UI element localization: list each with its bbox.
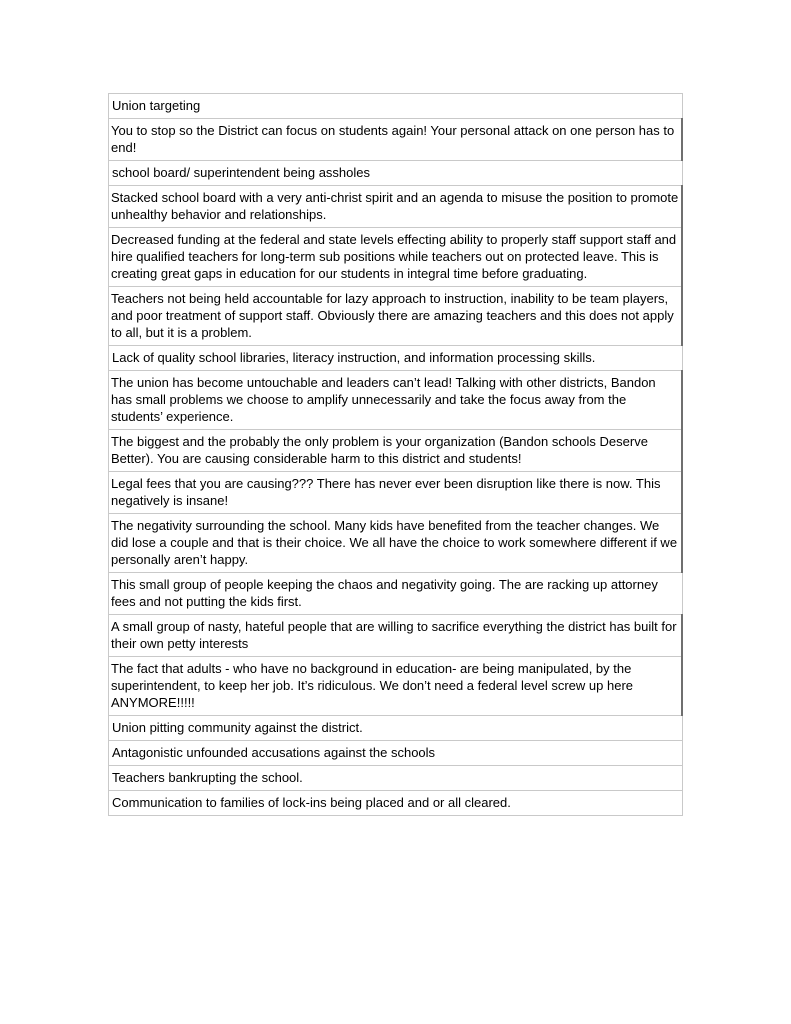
- response-cell: Legal fees that you are causing??? There has never ever been disruption like there is now. This negatively is insane!: [109, 472, 683, 514]
- response-cell: Union pitting community against the district.: [109, 716, 683, 741]
- response-cell: The union has become untouchable and leaders can’t lead! Talking with other districts, Bandon has small problems we choose to amplify unnecessarily and take the focus away from the students’ experience.: [109, 371, 683, 430]
- table-row: [109, 287, 683, 346]
- table-row: [109, 514, 683, 573]
- table-row: [109, 119, 683, 161]
- response-cell: The fact that adults - who have no background in education- are being manipulated, by the superintendent, to keep her job. It’s ridiculous. We don’t need a federal level screw up here ANYMORE!!!!!: [109, 657, 683, 716]
- table-row: [109, 228, 683, 287]
- response-cell: You to stop so the District can focus on students again! Your personal attack on one person has to end!: [109, 119, 683, 161]
- response-cell: school board/ superintendent being assholes: [109, 161, 683, 186]
- table-row: [109, 371, 683, 430]
- response-cell: This small group of people keeping the chaos and negativity going. The are racking up attorney fees and not putting the kids first.: [109, 573, 683, 615]
- table-row: [109, 186, 683, 228]
- response-cell: Communication to families of lock-ins being placed and or all cleared.: [109, 791, 683, 816]
- response-cell: Teachers not being held accountable for lazy approach to instruction, inability to be team players, and poor treatment of support staff. Obviously there are amazing teachers and this does not apply to all, but it is a problem.: [109, 287, 683, 346]
- table-row: [109, 472, 683, 514]
- responses-table: [108, 93, 683, 816]
- table-row: [109, 161, 683, 186]
- table-row: [109, 716, 683, 741]
- response-cell: Union targeting: [109, 94, 683, 119]
- table-row: [109, 346, 683, 371]
- table-row: [109, 791, 683, 816]
- response-cell: The negativity surrounding the school. Many kids have benefited from the teacher changes. We did lose a couple and that is their choice. We all have the choice to work somewhere different if we personally aren’t happy.: [109, 514, 683, 573]
- table-row: [109, 741, 683, 766]
- table-row: [109, 94, 683, 119]
- response-cell: Lack of quality school libraries, literacy instruction, and information processing skills.: [109, 346, 683, 371]
- response-cell: Decreased funding at the federal and state levels effecting ability to properly staff support staff and hire qualified teachers for long-term sub positions while teachers out on protected leave. This is creating great gaps in education for our students in integral time before graduating.: [109, 228, 683, 287]
- response-cell: The biggest and the probably the only problem is your organization (Bandon schools Deserve Better). You are causing considerable harm to this district and students!: [109, 430, 683, 472]
- table-row: [109, 573, 683, 615]
- table-row: [109, 615, 683, 657]
- table-row: [109, 657, 683, 716]
- table-row: [109, 430, 683, 472]
- response-cell: Stacked school board with a very anti-christ spirit and an agenda to misuse the position to promote unhealthy behavior and relationships.: [109, 186, 683, 228]
- response-cell: A small group of nasty, hateful people that are willing to sacrifice everything the district has built for their own petty interests: [109, 615, 683, 657]
- response-cell: Teachers bankrupting the school.: [109, 766, 683, 791]
- response-cell: Antagonistic unfounded accusations against the schools: [109, 741, 683, 766]
- table-row: [109, 766, 683, 791]
